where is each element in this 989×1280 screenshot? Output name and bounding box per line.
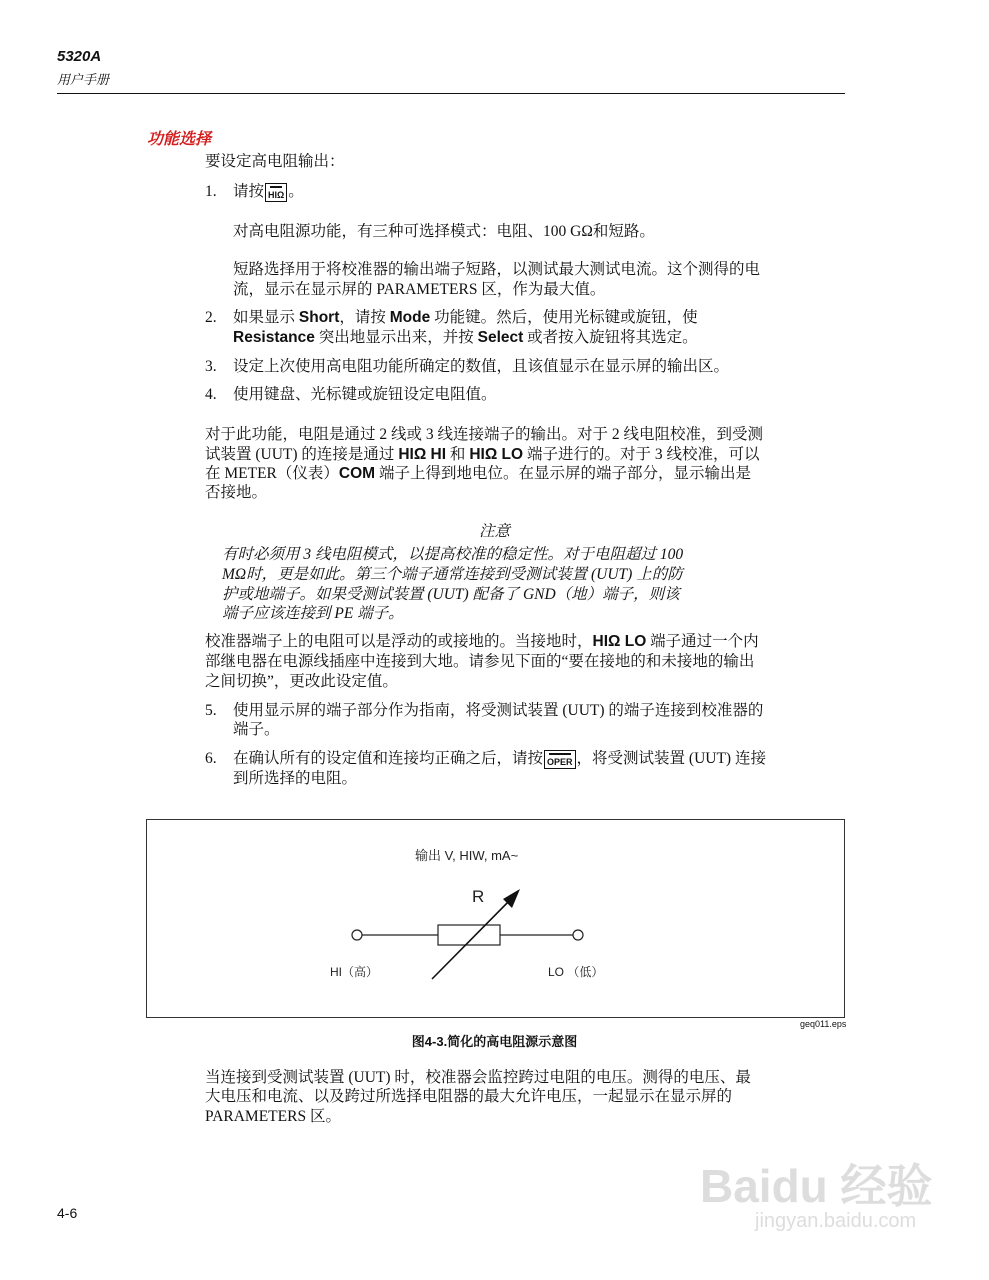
bold-term: Mode	[389, 309, 431, 326]
manual-subtitle: 用户手册	[57, 73, 110, 88]
page-number: 4-6	[57, 1205, 78, 1221]
text: 。	[288, 183, 304, 200]
text: 突出地显示出来，并按	[314, 329, 478, 346]
text: 大电压和电流、以及跨过所选择电阻器的最大允许电压，一起显示在显示屏的	[205, 1088, 733, 1105]
text: 端子上得到地电位。在显示屏的端子部分，显示输出是	[375, 465, 751, 482]
text: 当连接到受测试装置 (UUT) 时，校准器会监控跨过电阻的电压。测得的电压、最	[205, 1069, 751, 1086]
bold-term: Select	[477, 329, 524, 346]
step-number: 1.	[205, 183, 217, 200]
step-5-text: 端子。	[233, 721, 280, 738]
figure-caption: 图4-3.简化的高电阻源示意图	[411, 1034, 578, 1049]
text: 端子通过一个内	[646, 633, 759, 650]
step-text: 流，显示在显示屏的 PARAMETERS 区，作为最大值。	[233, 281, 606, 298]
step-number: 6.	[205, 750, 217, 767]
note-title: 注意	[478, 523, 510, 540]
text: 试装置 (UUT) 的连接是通过	[205, 446, 399, 463]
text: 有时必须用 3 线电阻模式，以提高校准的稳定性。对于电阻超过 100	[222, 546, 684, 563]
step-number: 5.	[205, 702, 217, 719]
hi-ohm-key-icon: HIΩ	[265, 183, 287, 202]
step-number: 4.	[205, 386, 217, 403]
text: 之间切换”，更改此设定值。	[205, 673, 398, 690]
text: 如果显示	[233, 309, 299, 326]
text: ，请按	[339, 309, 390, 326]
step-text: 对高电阻源功能，有三种可选择模式：电阻、100 GΩ和短路。	[233, 223, 655, 240]
bold-term: COM	[338, 465, 376, 482]
step-5-text: 使用显示屏的端子部分作为指南，将受测试装置 (UUT) 的端子连接到校准器的	[233, 702, 764, 719]
text: 请按	[233, 183, 265, 200]
text: 端子进行的。对于 3 线校准，可以	[523, 446, 760, 463]
text: 在确认所有的设定值和连接均正确之后，请按	[233, 750, 544, 767]
step-number: 2.	[205, 309, 217, 326]
lo-label: LO （低）	[548, 965, 604, 979]
bold-term: HIΩ LO	[592, 633, 647, 650]
oper-key-icon: OPER	[544, 750, 576, 769]
bold-term: Resistance	[233, 329, 315, 346]
text: 端子应该连接到 PE 端子。	[222, 605, 404, 622]
text: 否接地。	[205, 484, 268, 501]
text: ，将受测试装置 (UUT) 连接	[576, 750, 766, 767]
bold-term: Short	[298, 309, 340, 326]
bold-term: HIΩ HI	[398, 446, 447, 463]
section-title: 功能选择	[147, 131, 212, 148]
r-label: R	[472, 887, 485, 906]
figure-file-name: geq011.eps	[800, 1019, 847, 1029]
step-6-text: 到所选择的电阻。	[233, 770, 358, 787]
step-3-text: 设定上次使用高电阻功能所确定的数值，且该值显示在显示屏的输出区。	[233, 358, 730, 375]
step-text: 短路选择用于将校准器的输出端子短路，以测试最大测试电流。这个测得的电	[233, 261, 761, 278]
text: 和	[446, 446, 470, 463]
manual-model: 5320A	[57, 48, 102, 65]
watermark-url: jingyan.baidu.com	[755, 1210, 917, 1232]
text: 部继电器在电源线插座中连接到大地。请参见下面的“要在接地的和未接地的输出	[205, 653, 755, 670]
text: 功能键。然后，使用光标键或旋钮，使	[430, 309, 698, 326]
hi-label: HI（高）	[330, 965, 379, 979]
text: 在 METER（仪表）	[205, 465, 339, 482]
watermark-logo: Baidu 经验	[700, 1160, 933, 1212]
text: PARAMETERS 区。	[205, 1108, 341, 1125]
step-4-text: 使用键盘、光标键或旋钮设定电阻值。	[233, 386, 497, 403]
lo-terminal-icon	[573, 930, 583, 940]
text: 或者按入旋钮将其选定。	[523, 329, 698, 346]
text: 对于此功能，电阻是通过 2 线或 3 线连接端子的输出。对于 2 线电阻校准，到受测	[205, 426, 764, 443]
intro: 要设定高电阻输出：	[205, 153, 345, 170]
step-number: 3.	[205, 358, 217, 375]
text: MΩ时，更是如此。第三个端子通常连接到受测试装置 (UUT) 上的防	[222, 566, 683, 583]
text: 护或地端子。如果受测试装置 (UUT) 配备了 GND（地）端子，则该	[222, 586, 680, 603]
bold-term: HIΩ LO	[469, 446, 524, 463]
text: 校准器端子上的电阻可以是浮动的或接地的。当接地时，	[205, 633, 593, 650]
output-label: 输出 V, HIW, mA~	[415, 848, 519, 863]
hi-terminal-icon	[352, 930, 362, 940]
